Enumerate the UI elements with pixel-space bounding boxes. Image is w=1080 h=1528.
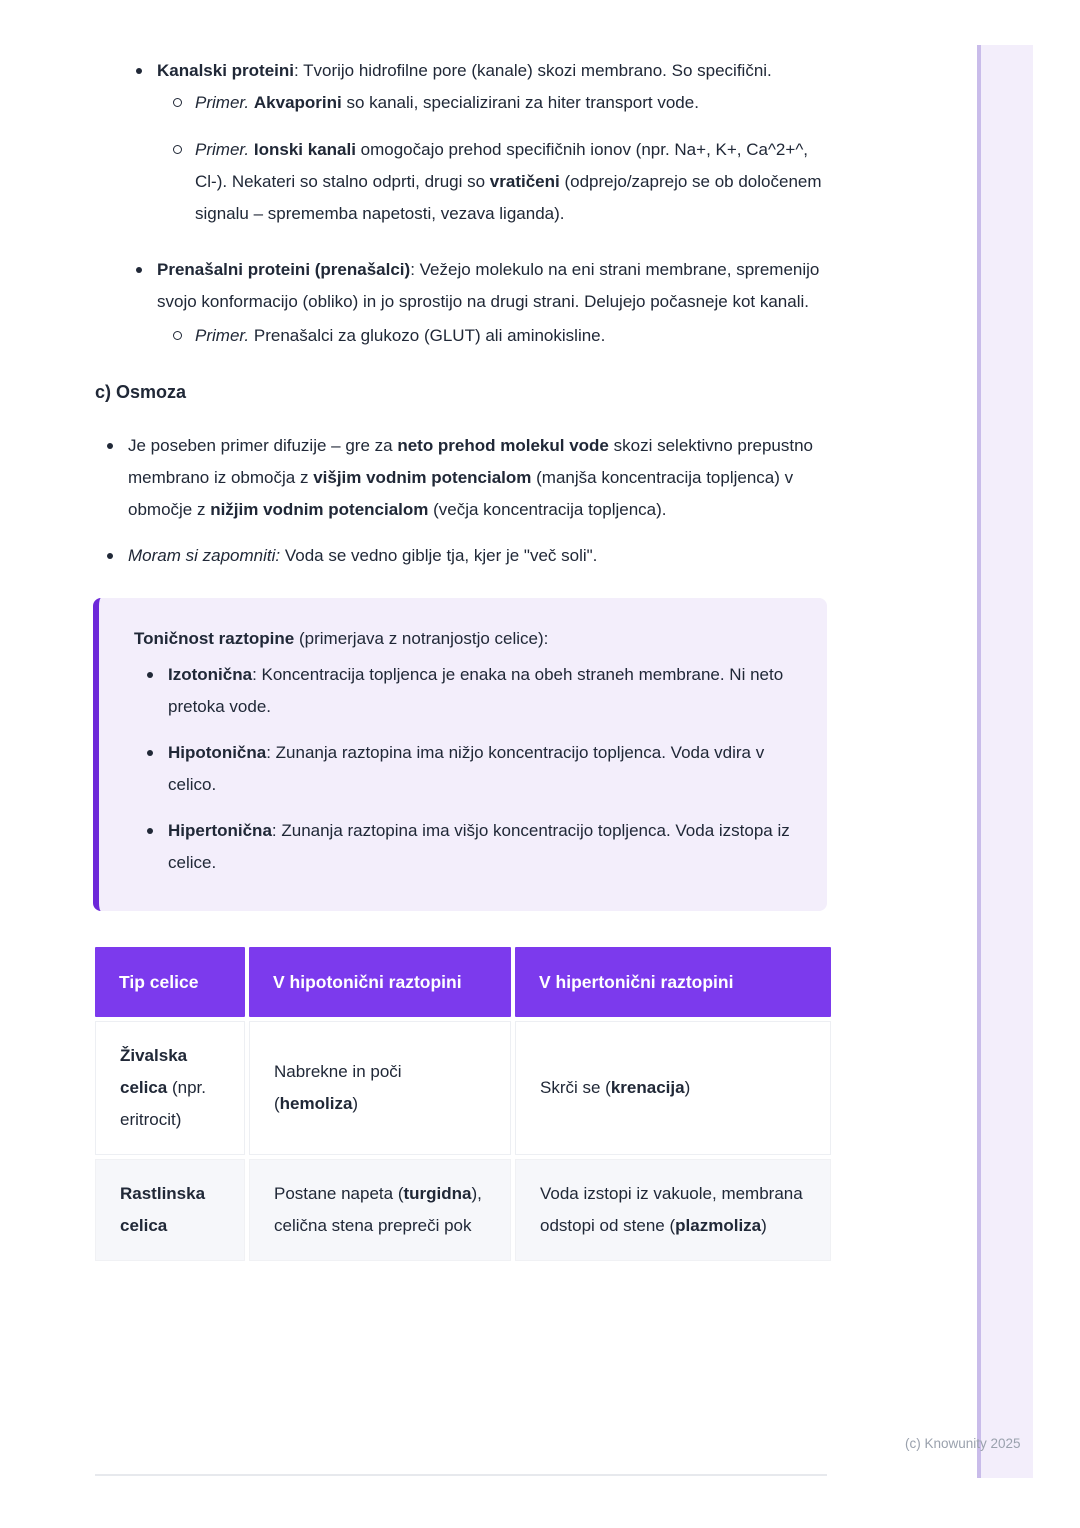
animal-cell-label: Živalska celica (npr. eritrocit)	[120, 1046, 207, 1129]
table-cell-animal-hypotonic	[249, 1021, 511, 1155]
table-cell-plant-cell	[95, 1159, 245, 1261]
table-header-cell-type: Tip celice	[95, 947, 245, 1017]
table-cell-animal-hypertonic	[515, 1021, 831, 1155]
tonicity-callout	[93, 598, 827, 911]
osmosis-mnemonic	[107, 540, 829, 572]
example-aquaporins	[172, 87, 829, 119]
osmosis-list	[107, 430, 829, 572]
example-glut-text: Primer. Prenašalci za glukozo (GLUT) ali aminokisline.	[195, 326, 606, 345]
animal-hypotonic-text: Nabrekne in poči (hemoliza)	[274, 1062, 402, 1113]
example-aquaporins-text: Primer. Akvaporini so kanali, specializirani za hiter transport vode.	[195, 93, 699, 112]
copyright-text: (c) Knowunity 2025	[905, 1436, 1021, 1451]
tonicity-list	[134, 659, 799, 879]
carrier-proteins-text: Prenašalni proteini (prenašalci): Vežejo molekulo na eni strani membrane, spremenijo svojo konformacijo (obliko) in jo sprostijo na drugi strani. Delujejo počasneje kot kanali.	[157, 260, 820, 311]
table-cell-plant-hypertonic	[515, 1159, 831, 1261]
osmosis-definition-text: Je poseben primer difuzije – gre za neto prehod molekul vode skozi selektivno prepustno membrano iz območja z višjim vodnim potencialom (manjša koncentracija topljenca) v območje z nižjim vodnim potencialom (večja koncentracija topljenca).	[128, 436, 814, 519]
table-cell-plant-hypotonic	[249, 1159, 511, 1261]
plant-hypotonic-text: Postane napeta (turgidna), celična stena prepreči pok	[274, 1184, 482, 1235]
plant-cell-label: Rastlinska celica	[120, 1184, 206, 1235]
table-cell-animal-cell	[95, 1021, 245, 1155]
tonicity-table	[95, 947, 831, 1261]
isotonic-text: Izotonična: Koncentracija topljenca je enaka na obeh straneh membrane. Ni neto pretoka vode.	[168, 665, 784, 716]
osmosis-definition	[107, 430, 829, 526]
example-ion-channels-text: Primer. Ionski kanali omogočajo prehod specifičnih ionov (npr. Na+, K+, Ca^2+^, Cl-). Nekateri so stalno odprti, drugi so vratičeni (odprejo/zaprejo se ob določenem signalu – sprememba napetosti, vezava liganda).	[195, 140, 822, 223]
isotonic-item	[134, 659, 799, 723]
hypertonic-item	[134, 815, 799, 879]
carrier-proteins-examples	[172, 320, 829, 352]
hypotonic-item	[134, 737, 799, 801]
callout-title: Toničnost raztopine (primerjava z notranjostjo celice):	[134, 629, 549, 648]
list-item-carrier-proteins	[133, 254, 829, 352]
membrane-proteins-list	[133, 55, 829, 352]
page-content	[95, 55, 829, 1261]
animal-hypertonic-text: Skrči se (krenacija)	[540, 1078, 691, 1097]
plant-hypertonic-text: Voda izstopi iz vakuole, membrana odstopi od stene (plazmoliza)	[540, 1184, 803, 1235]
channel-proteins-examples	[172, 87, 829, 230]
table-header-hypotonic: V hipotonični raztopini	[249, 947, 511, 1017]
hypotonic-text: Hipotonična: Zunanja raztopina ima nižjo koncentracijo topljenca. Voda vdira v celico.	[168, 743, 765, 794]
table-header-hypertonic: V hipertonični raztopini	[515, 947, 831, 1017]
osmosis-mnemonic-text: Moram si zapomniti: Voda se vedno giblje tja, kjer je "več soli".	[128, 546, 598, 565]
example-ion-channels	[172, 134, 829, 230]
list-item-channel-proteins	[133, 55, 829, 230]
channel-proteins-text: Kanalski proteini: Tvorijo hidrofilne pore (kanale) skozi membrano. So specifični.	[157, 61, 772, 80]
section-heading-osmosis: c) Osmoza	[95, 382, 187, 402]
footer-divider	[95, 1474, 827, 1476]
hypertonic-text: Hipertonična: Zunanja raztopina ima višjo koncentracijo topljenca. Voda izstopa iz celice.	[168, 821, 790, 872]
scrollbar-track[interactable]	[977, 45, 1033, 1478]
example-glut	[172, 320, 829, 352]
